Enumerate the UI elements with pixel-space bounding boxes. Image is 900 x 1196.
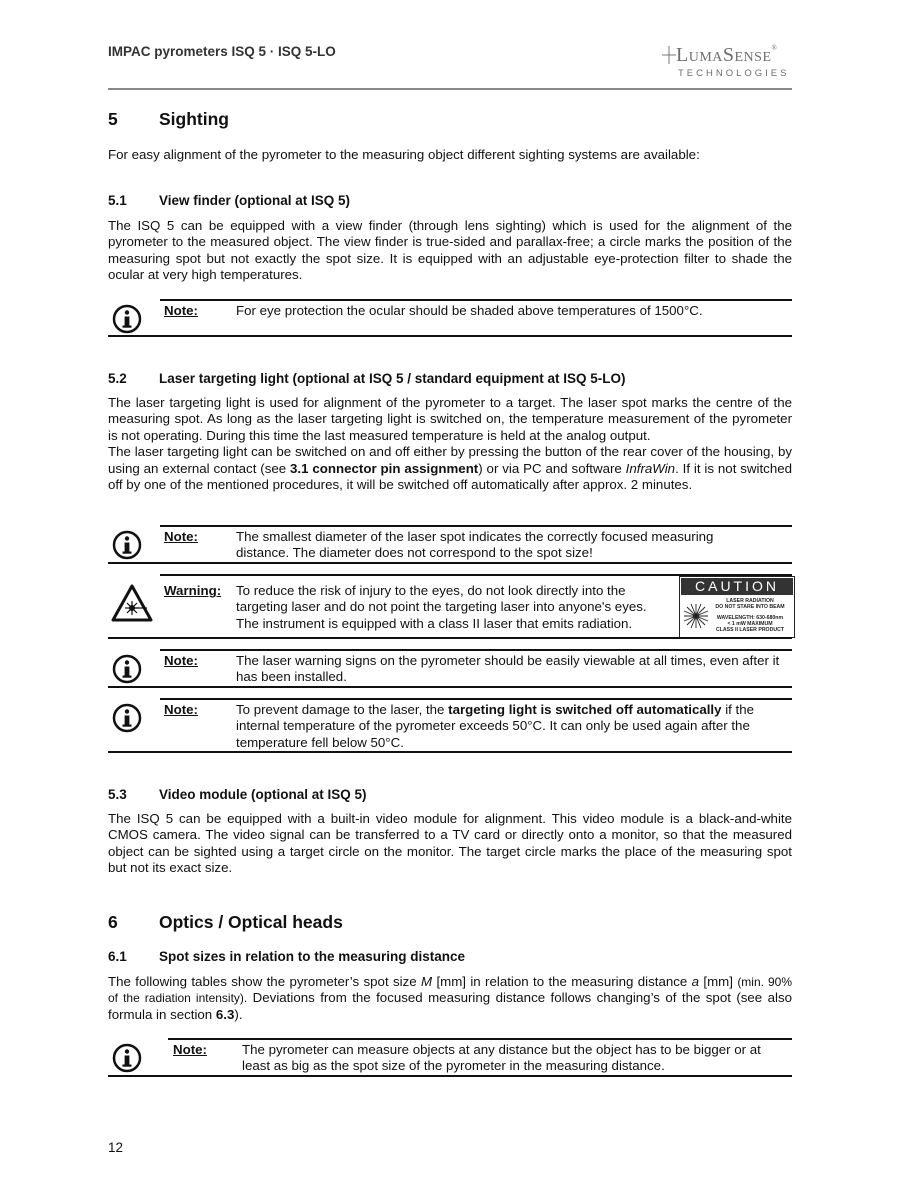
symbol: a [691, 974, 700, 989]
note-bottom-rule [108, 1075, 792, 1077]
warning-label: Warning: [164, 583, 222, 598]
note-top-rule [168, 1038, 792, 1040]
text-run: . If it is not switched off by one of the mentioned procedures, it will be switched off automatically after approx. 2 minutes. [108, 460, 792, 493]
section-title: Spot sizes in relation to the measuring distance [159, 949, 466, 964]
caution-text-1: LASER RADIATION [726, 598, 774, 604]
info-icon [112, 654, 142, 684]
section-title: View finder (optional at ISQ 5) [159, 193, 351, 208]
note-bottom-rule [108, 562, 792, 564]
warning-bottom-rule [108, 637, 792, 639]
text-run: Deviations from the focused measuring distance follows changing’s of the spot (see also formula in section [108, 990, 793, 1022]
warning-text: To reduce the risk of injury to the eyes, do not look directly into the targeting laser and do not point the targeting laser into anyone's eyes. The instrument is equipped with a class II laser that emits radiation. [236, 583, 647, 631]
note-label: Note: [173, 1042, 207, 1057]
paragraph [108, 444, 792, 493]
logo-subtitle: TECHNOLOGIES [678, 68, 790, 79]
note-label: Note: [164, 653, 198, 668]
text-run: To prevent damage to the laser, the [236, 702, 449, 717]
text-run: if the internal temperature of the pyrometer exceeds 50°C. It can only be used again after the temperature fell below 50°C. [236, 702, 755, 750]
section-5-1-body: The ISQ 5 can be equipped with a view finder (through lens sighting) which is used for the alignment of the pyrometer to the measured object. The view finder is true-sided and parallax-free; a circle marks the position of the measuring spot but not exactly the spot size. It is equipped with an adjustable eye-protection filter to shade the ocular at very high temperatures. [108, 218, 792, 283]
info-icon [112, 703, 142, 733]
note-top-rule [160, 649, 792, 651]
note-bottom-rule [108, 335, 792, 337]
note-text [236, 702, 776, 751]
section-5-3-body: The ISQ 5 can be equipped with a built-in video module for alignment. This video module is a black-and-white CMOS camera. The video signal can be transferred to a TV card or directly onto a monitor, so that the measured object can be sighted using a target circle on the monitor. The target circle marks the place of the measuring spot but not its exact size. [108, 811, 792, 876]
caution-text-2: DO NOT STARE INTO BEAM [715, 604, 785, 610]
section-number: 5 [108, 109, 118, 129]
section-number: 6.1 [108, 949, 127, 964]
header-rule [108, 88, 792, 90]
note-text: The laser warning signs on the pyrometer should be easily viewable at all times, even after it has been installed. [236, 653, 780, 685]
section-number: 5.2 [108, 371, 127, 386]
section-5-2-body [108, 395, 792, 493]
section-number: 6 [108, 912, 118, 932]
cross-reference: 3.1 connector pin assignment [290, 460, 479, 476]
section-title: Laser targeting light (optional at ISQ 5 / standard equipment at ISQ 5-LO) [159, 371, 626, 386]
symbol: M [421, 974, 433, 989]
logo-trademark: ® [771, 44, 778, 52]
note-bottom-rule [108, 686, 792, 688]
caution-text-3: WAVELENGTH: 630-680nm [716, 615, 784, 621]
text-run: [mm] [699, 974, 738, 989]
laser-warning-icon [111, 584, 153, 622]
section-title: Optics / Optical heads [159, 912, 343, 932]
info-icon [112, 530, 142, 560]
text-run: (min. 90% of the radiation intensity). [108, 975, 792, 1006]
section-title: Video module (optional at ISQ 5) [159, 787, 367, 802]
note-label: Note: [164, 702, 198, 717]
note-label: Note: [164, 303, 198, 318]
cross-reference: 6.3 [215, 1006, 235, 1022]
section-number: 5.1 [108, 193, 127, 208]
header-title: IMPAC pyrometers ISQ 5 · ISQ 5-LO [108, 44, 336, 59]
emphasis: targeting light is switched off automatically [448, 702, 722, 717]
note-text: The smallest diameter of the laser spot indicates the correctly focused measuring distance. The diameter does not correspond to the spot size! [236, 529, 714, 561]
text-run: ). [234, 1006, 243, 1022]
logo-plus-icon [662, 46, 676, 64]
note-label: Note: [164, 529, 198, 544]
section-number: 5.3 [108, 787, 127, 802]
page-number: 12 [108, 1140, 124, 1155]
section-5-intro: For easy alignment of the pyrometer to the measuring object different sighting systems are available: [108, 147, 700, 162]
caution-text-4: < 1 mW MAXIMUM [727, 621, 773, 627]
caution-text-5: CLASS II LASER PRODUCT [715, 627, 785, 633]
lumasense-logo [662, 44, 794, 80]
text-run: The laser targeting light can be switched on and off either by pressing the button of the rear cover of the housing, by using an external contact (see [108, 444, 792, 476]
laser-starburst-icon [683, 598, 709, 634]
section-title: Sighting [159, 109, 229, 129]
software-name: InfraWin [625, 460, 676, 476]
caution-label-image [679, 576, 795, 638]
text-run: The following tables show the pyrometer’s spot size [108, 974, 422, 989]
note-bottom-rule [108, 751, 792, 753]
paragraph: The laser targeting light is used for alignment of the pyrometer to a target. The laser spot marks the centre of the measuring spot. As long as the laser targeting light is switched on, the temperature measurement of the pyrometer is not operating. During this time the last measured temperature is held at the analog output. [108, 395, 792, 443]
text-run: ) or via PC and software [478, 460, 626, 476]
section-6-1-body [108, 974, 792, 1023]
info-icon [112, 304, 142, 334]
note-text: For eye protection the ocular should be shaded above temperatures of 1500°C. [236, 303, 703, 318]
info-icon [112, 1043, 142, 1073]
text-run: [mm] in relation to the measuring distance [432, 974, 692, 989]
note-top-rule [160, 698, 792, 700]
caution-heading: CAUTION [681, 578, 793, 595]
note-top-rule [160, 525, 792, 527]
note-top-rule [160, 299, 792, 301]
logo-wordmark: LumaSense [676, 44, 772, 66]
note-text: The pyrometer can measure objects at any distance but the object has to be bigger or at least as big as the spot size of the pyrometer in the measuring distance. [242, 1042, 761, 1074]
